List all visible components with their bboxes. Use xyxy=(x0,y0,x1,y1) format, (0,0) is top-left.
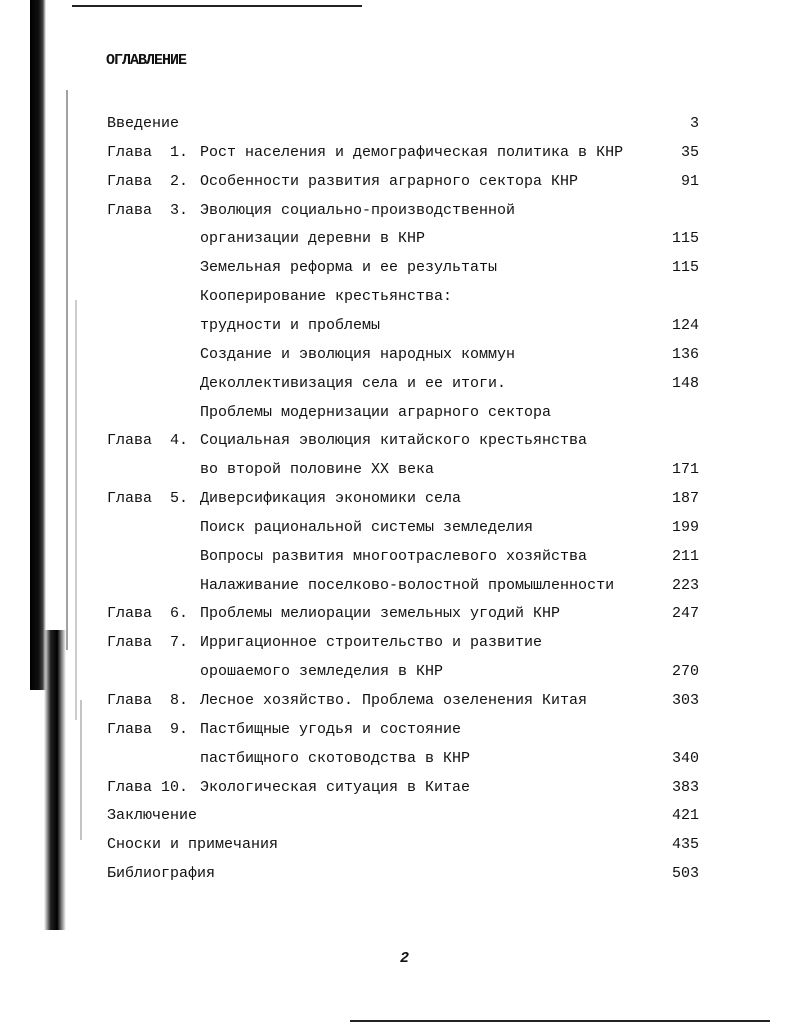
toc-entry-title: Рост населения и демографическая политика в КНР xyxy=(200,143,624,161)
toc-entry-title: Экологическая ситуация в Китае xyxy=(200,778,471,796)
toc-entry xyxy=(0,863,793,885)
toc-entry-prefix: Заключение xyxy=(107,807,198,825)
toc-entry-prefix: Глава 10. xyxy=(107,778,189,796)
page-title: ОГЛАВЛЕНИЕ xyxy=(106,52,187,69)
toc-entry-prefix: Глава 9. xyxy=(107,720,189,738)
toc-entry xyxy=(0,748,793,770)
toc-entry xyxy=(0,113,793,135)
toc-entry-prefix: Глава 4. xyxy=(107,432,189,450)
toc-entry xyxy=(0,228,793,250)
toc-entry-title: Проблемы мелиорации земельных угодий КНР xyxy=(200,605,561,623)
toc-entry xyxy=(0,661,793,683)
toc-entry-page: 136 xyxy=(671,345,699,363)
toc-entry xyxy=(0,575,793,597)
toc-entry-page: 115 xyxy=(671,259,699,277)
top-rule xyxy=(72,5,362,7)
toc-entry-prefix: Глава 6. xyxy=(107,605,189,623)
toc-entry-page: 435 xyxy=(671,836,699,854)
toc-entry-page: 171 xyxy=(671,461,699,479)
toc-entry-page: 303 xyxy=(671,692,699,709)
toc-entry-page: 199 xyxy=(671,518,699,536)
toc-entry-title: Деколлективизация села и ее итоги. xyxy=(200,374,507,392)
toc-entry-page: 3 xyxy=(689,115,699,132)
toc-entry-title: Создание и эволюция народных коммун xyxy=(200,345,516,363)
toc-entry-title: Лесное хозяйство. Проблема озеленения Китая xyxy=(200,692,588,709)
toc-entry-page: 340 xyxy=(671,749,699,767)
toc-entry xyxy=(0,200,793,222)
toc-entry-title: Кооперирование крестьянства: xyxy=(200,288,453,306)
toc-entry xyxy=(0,517,793,539)
toc-entry-title: Ирригационное строительство и развитие xyxy=(200,634,543,652)
page-number: 2 xyxy=(400,950,410,967)
toc-entry xyxy=(0,805,793,827)
toc-entry-page: 223 xyxy=(671,576,699,594)
toc-entry-prefix: Библиография xyxy=(107,865,216,883)
toc-entry-prefix: Глава 1. xyxy=(107,143,189,161)
toc-entry-title: Особенности развития аграрного сектора КНР xyxy=(200,172,579,190)
toc-entry-page: 187 xyxy=(671,490,699,508)
toc-entry-prefix: Глава 8. xyxy=(107,692,189,709)
toc-entry-page: 35 xyxy=(680,143,699,161)
toc-entry xyxy=(0,719,793,741)
toc-entry-page: 91 xyxy=(680,172,699,190)
toc-entry-page: 124 xyxy=(671,316,699,334)
toc-entry-title: Социальная эволюция китайского крестьянства xyxy=(200,432,588,450)
toc-entry-title: Пастбищные угодья и состояние xyxy=(200,720,462,738)
toc-entry-title: Проблемы модернизации аграрного сектора xyxy=(200,403,552,421)
toc-entry-title: пастбищного скотоводства в КНР xyxy=(200,749,471,767)
toc-entry-prefix: Сноски и примечания xyxy=(107,836,279,854)
toc-entry xyxy=(0,488,793,510)
toc-entry-page: 211 xyxy=(671,547,699,565)
toc-entry-title: Налаживание поселково-волостной промышленности xyxy=(200,576,615,594)
toc-entry xyxy=(0,373,793,395)
toc-entry xyxy=(0,546,793,568)
toc-entry xyxy=(0,430,793,452)
toc-entry-page: 503 xyxy=(671,865,699,883)
toc-entry-page: 247 xyxy=(671,605,699,623)
toc-entry-page: 115 xyxy=(671,230,699,248)
toc-entry-prefix: Глава 3. xyxy=(107,201,189,219)
toc-entry-page: 421 xyxy=(671,807,699,825)
toc-entry-prefix: Глава 7. xyxy=(107,634,189,652)
toc-entry xyxy=(0,171,793,193)
toc-entry xyxy=(0,402,793,424)
toc-entry-prefix: Глава 5. xyxy=(107,490,189,508)
toc-entry xyxy=(0,257,793,279)
toc-entry-prefix: Глава 2. xyxy=(107,172,189,190)
toc-entry-title: организации деревни в КНР xyxy=(200,230,426,248)
toc-entry xyxy=(0,344,793,366)
toc-entry xyxy=(0,690,793,712)
toc-entry-title: Эволюция социально-производственной xyxy=(200,201,516,219)
toc-entry-page: 148 xyxy=(671,374,699,392)
bottom-rule xyxy=(350,1020,770,1022)
toc-entry-prefix: Введение xyxy=(107,115,180,132)
toc-entry xyxy=(0,286,793,308)
toc-entry-title: во второй половине XX века xyxy=(200,461,435,479)
toc-entry xyxy=(0,834,793,856)
toc-entry-page: 270 xyxy=(671,663,699,681)
toc-entry xyxy=(0,142,793,164)
toc-entry xyxy=(0,777,793,799)
toc-entry xyxy=(0,632,793,654)
toc-entry xyxy=(0,603,793,625)
toc-entry xyxy=(0,315,793,337)
toc-entry-page: 383 xyxy=(671,778,699,796)
toc-entry xyxy=(0,459,793,481)
toc-entry-title: трудности и проблемы xyxy=(200,316,381,334)
toc-entry-title: орошаемого земледелия в КНР xyxy=(200,663,444,681)
toc-entry-title: Земельная реформа и ее результаты xyxy=(200,259,498,277)
toc-entry-title: Поиск рациональной системы земледелия xyxy=(200,518,534,536)
toc-entry-title: Вопросы развития многоотраслевого хозяйства xyxy=(200,547,588,565)
toc-entry-title: Диверсификация экономики села xyxy=(200,490,462,508)
